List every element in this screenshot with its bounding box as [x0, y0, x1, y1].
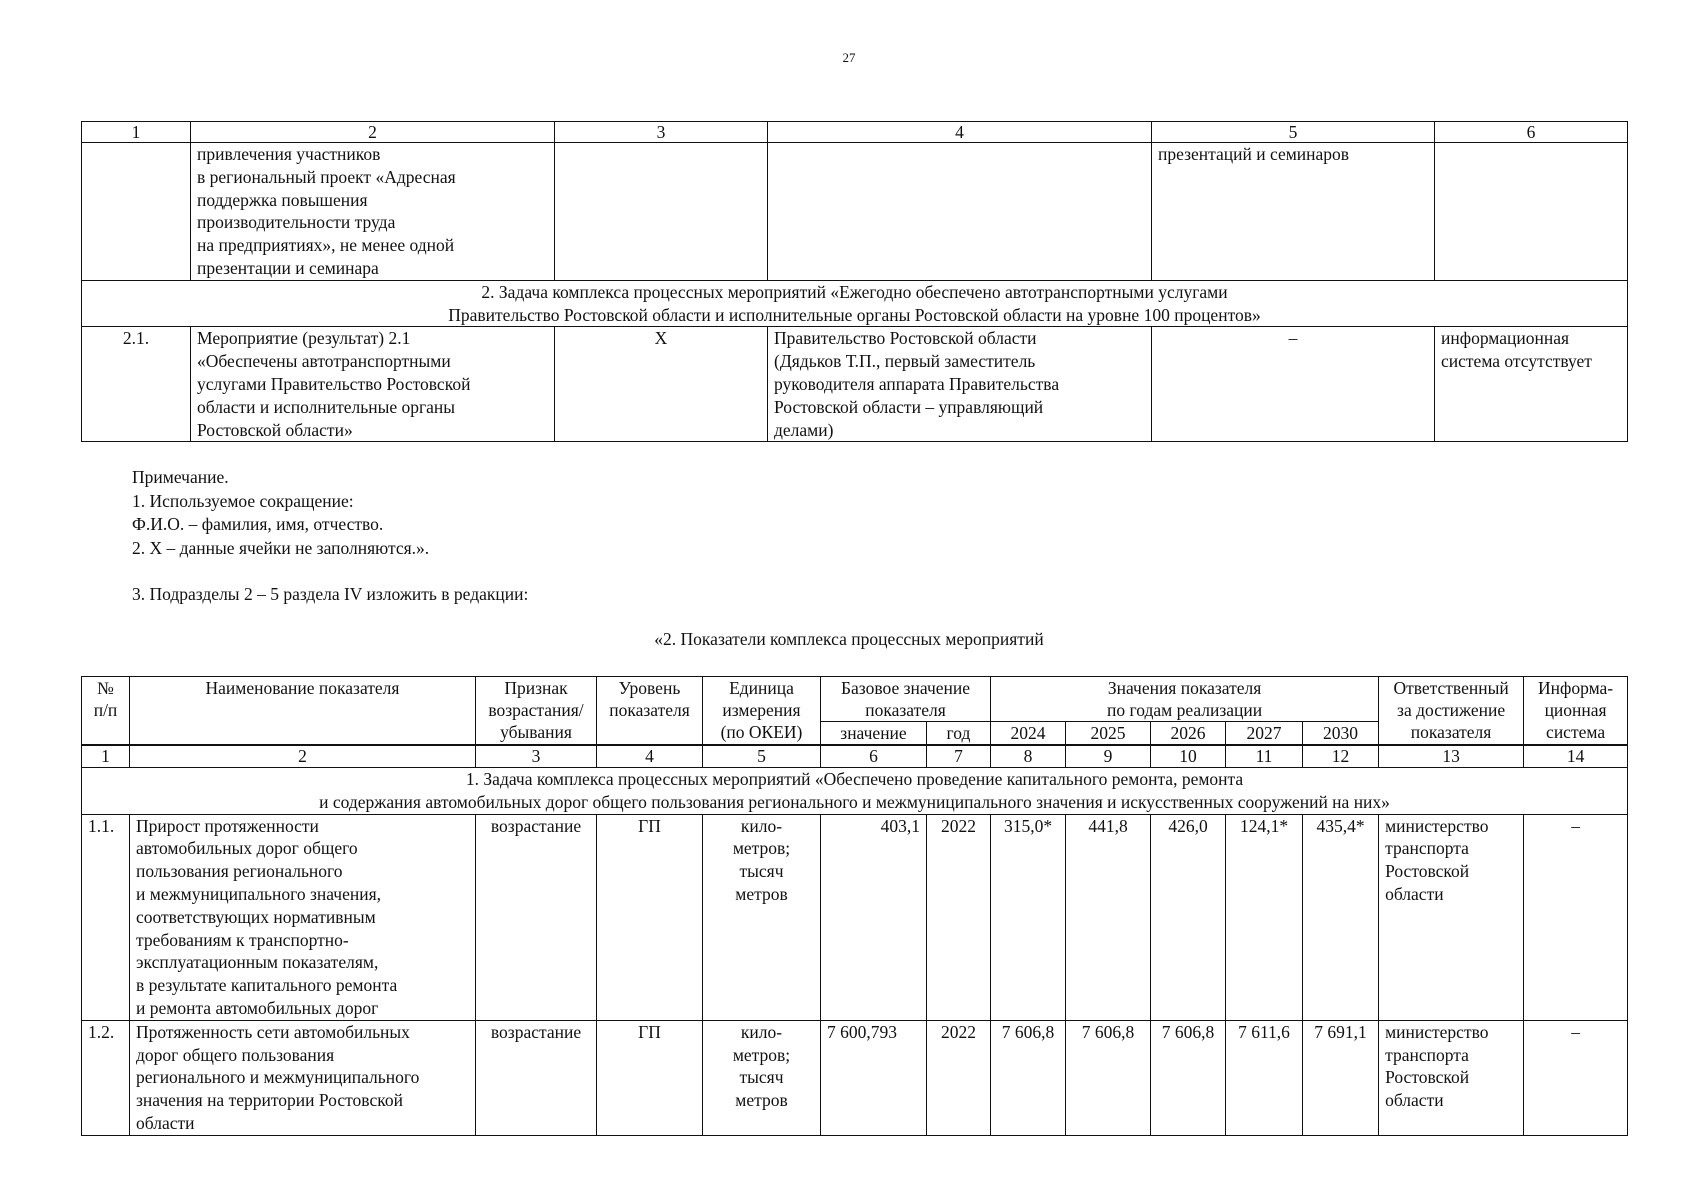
table-row: [82, 327, 1628, 442]
base-value: 403,1: [821, 814, 927, 1020]
col-header-responsible: Ответственный за достижение показателя: [1379, 677, 1524, 746]
base-year: 2022: [927, 814, 991, 1020]
responsible-cell: министерство транспорта Ростовской области: [1379, 1020, 1524, 1135]
activity-col5-cell: презентаций и семинаров: [1152, 143, 1435, 281]
note-line: 2. Х – данные ячейки не заполняются.».: [132, 537, 430, 558]
note-line: Ф.И.О. – фамилия, имя, отчество.: [132, 514, 384, 534]
responsible-cell: Правительство Ростовской области (Дядьков Т.П., первый заместитель руководителя аппарата Правительства Ростовской области – управляющий делами): [768, 327, 1152, 442]
indicator-level: ГП: [597, 1020, 703, 1135]
task-heading: 2. Задача комплекса процессных мероприятий «Ежегодно обеспечено автотранспортными услугами Правительство Ростовской области и исполнительные органы Ростовской области на уровне 100 процентов»: [82, 280, 1628, 327]
col-number: 12: [1303, 745, 1379, 768]
row-number: 2.1.: [82, 327, 191, 442]
table-row: [82, 143, 1628, 281]
col-header-base: Базовое значение: [821, 677, 991, 700]
activity-col3-cell: Х: [555, 327, 768, 442]
indicator-level: ГП: [597, 814, 703, 1020]
task-heading: 1. Задача комплекса процессных мероприятий «Обеспечено проведение капитального ремонта, ремонта и содержания автомобильных дорог общего пользования регионального и межмуниципального значения и искусственных сооружений на них»: [82, 768, 1628, 815]
col-header-name: Наименование показателя: [130, 677, 476, 746]
activity-name-cell: Мероприятие (результат) 2.1 «Обеспечены автотранспортными услугами Правительство Ростовской области и исполнительные органы Ростовской области»: [191, 327, 555, 442]
col-number: 10: [1151, 745, 1226, 768]
column-number-row: [82, 745, 1628, 768]
amendment-paragraph: 3. Подразделы 2 – 5 раздела IV изложить в редакции:: [132, 584, 529, 604]
task-heading-row: [82, 280, 1628, 327]
col-number: 11: [1226, 745, 1303, 768]
indicator-sign: возрастание: [476, 1020, 597, 1135]
col-number: 1: [82, 745, 130, 768]
col-header-year: 2030: [1303, 722, 1379, 746]
col-number: 8: [991, 745, 1066, 768]
info-system-cell: информационная система отсутствует: [1435, 327, 1628, 442]
col-header-years: Значения показателя: [991, 677, 1379, 700]
value-2027: 7 611,6: [1226, 1020, 1303, 1135]
col-number: 2: [130, 745, 476, 768]
indicator-sign: возрастание: [476, 814, 597, 1020]
col-header-year: 2025: [1066, 722, 1151, 746]
page-number: 27: [842, 50, 856, 65]
value-2030: 435,4*: [1303, 814, 1379, 1020]
row-number: 1.2.: [82, 1020, 130, 1135]
col-header-year: 2027: [1226, 722, 1303, 746]
col-header: 3: [555, 122, 768, 143]
responsible-cell: министерство транспорта Ростовской области: [1379, 814, 1524, 1020]
info-system-cell: –: [1524, 1020, 1628, 1135]
col-header: 6: [1435, 122, 1628, 143]
info-system-cell: –: [1524, 814, 1628, 1020]
note-block: [132, 466, 429, 560]
col-header-year: 2024: [991, 722, 1066, 746]
col-header-base-sub: показателя: [821, 699, 991, 722]
indicator-unit: кило- метров; тысяч метров: [703, 814, 821, 1020]
col-number: 7: [927, 745, 991, 768]
value-2025: 441,8: [1066, 814, 1151, 1020]
col-number: 3: [476, 745, 597, 768]
value-2026: 426,0: [1151, 814, 1226, 1020]
section-title: «2. Показатели комплекса процессных мероприятий: [654, 629, 1044, 649]
col-header-base-value: значение: [821, 722, 927, 746]
table-row: [82, 1020, 1628, 1135]
value-2026: 7 606,8: [1151, 1020, 1226, 1135]
table-row: [82, 814, 1628, 1020]
table-header-row: [82, 122, 1628, 143]
col-number: 4: [597, 745, 703, 768]
col-header-unit: Единица измерения (по ОКЕИ): [703, 677, 821, 746]
col-number: 14: [1524, 745, 1628, 768]
note-line: 1. Используемое сокращение:: [132, 490, 354, 511]
col-header-sign: Признак возрастания/ убывания: [476, 677, 597, 746]
activities-table: [81, 121, 1628, 442]
col-header-level: Уровень показателя: [597, 677, 703, 746]
note-title: Примечание.: [132, 467, 229, 487]
col-header-info-system: Информа- ционная система: [1524, 677, 1628, 746]
table-header-row: [82, 677, 1628, 700]
indicator-name: Прирост протяженности автомобильных дорог общего пользования регионального и межмуниципального значения, соответствующих нормативным требованиям к транспортно- эксплуатационным показателям, в результате капитального ремонта и ремонта автомобильных дорог: [130, 814, 476, 1020]
activity-col5-cell: –: [1152, 327, 1435, 442]
value-2030: 7 691,1: [1303, 1020, 1379, 1135]
base-year: 2022: [927, 1020, 991, 1135]
row-number: 1.1.: [82, 814, 130, 1020]
indicator-unit: кило- метров; тысяч метров: [703, 1020, 821, 1135]
col-header: 1: [82, 122, 191, 143]
col-number: 6: [821, 745, 927, 768]
indicators-table: [81, 676, 1628, 1136]
activity-name-cell: привлечения участников в региональный проект «Адресная поддержка повышения производительности труда на предприятиях», не менее одной презентации и семинара: [191, 143, 555, 281]
col-header: 5: [1152, 122, 1435, 143]
value-2024: 7 606,8: [991, 1020, 1066, 1135]
col-number: 13: [1379, 745, 1524, 768]
value-2027: 124,1*: [1226, 814, 1303, 1020]
col-header-num: № п/п: [82, 677, 130, 746]
value-2025: 7 606,8: [1066, 1020, 1151, 1135]
indicator-name: Протяженность сети автомобильных дорог общего пользования регионального и межмуниципального значения на территории Ростовской области: [130, 1020, 476, 1135]
col-header: 2: [191, 122, 555, 143]
col-number: 9: [1066, 745, 1151, 768]
col-header: 4: [768, 122, 1152, 143]
task-heading-row: [82, 768, 1628, 815]
col-header-years-sub: по годам реализации: [991, 699, 1379, 722]
value-2024: 315,0*: [991, 814, 1066, 1020]
col-number: 5: [703, 745, 821, 768]
col-header-year: 2026: [1151, 722, 1226, 746]
base-value: 7 600,793: [821, 1020, 927, 1135]
col-header-base-year: год: [927, 722, 991, 746]
